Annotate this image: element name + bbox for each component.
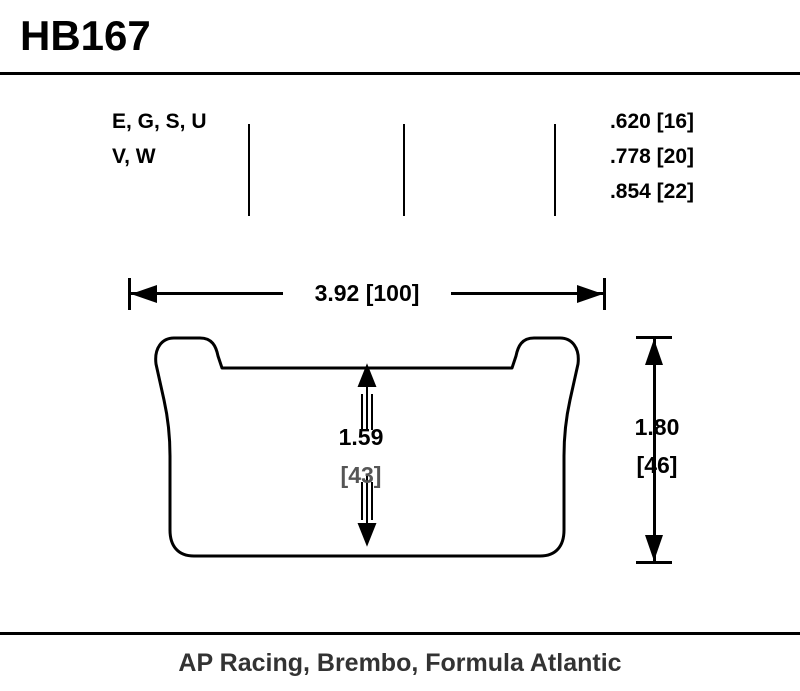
inner-height-label [316,418,406,494]
thickness-row: .854 [22] [609,180,694,203]
height-dimension-label [612,408,702,484]
header-divider [0,72,800,75]
compound-codes-line-2: V, W [112,145,156,168]
inner-height-inches: 1.59 [338,424,384,450]
compound-codes-line-1: E, G, S, U [112,110,207,133]
footer-divider [0,632,800,635]
page-title: HB167 [20,12,151,59]
height-mm: [46] [636,452,678,478]
separator-tick-middle [403,124,405,216]
compound-codes [112,104,207,174]
thickness-list [564,104,694,209]
width-extension-line-right [603,278,606,310]
arrow-left-icon [131,285,157,303]
separator-tick-left [248,124,250,216]
arrow-right-icon [577,285,603,303]
width-dimension-label: 3.92 [100] [283,279,451,307]
arrow-down-icon [645,535,663,561]
arrow-up-icon [645,339,663,365]
inner-height-mm: [43] [340,462,382,488]
width-dimension [128,278,606,312]
separator-tick-right [554,124,556,216]
thickness-row: .778 [20] [609,145,694,168]
height-extension-line-bottom [636,561,672,564]
height-inches: 1.80 [634,414,680,440]
thickness-row: .620 [16] [609,110,694,133]
application-list: AP Racing, Brembo, Formula Atlantic [178,649,622,677]
